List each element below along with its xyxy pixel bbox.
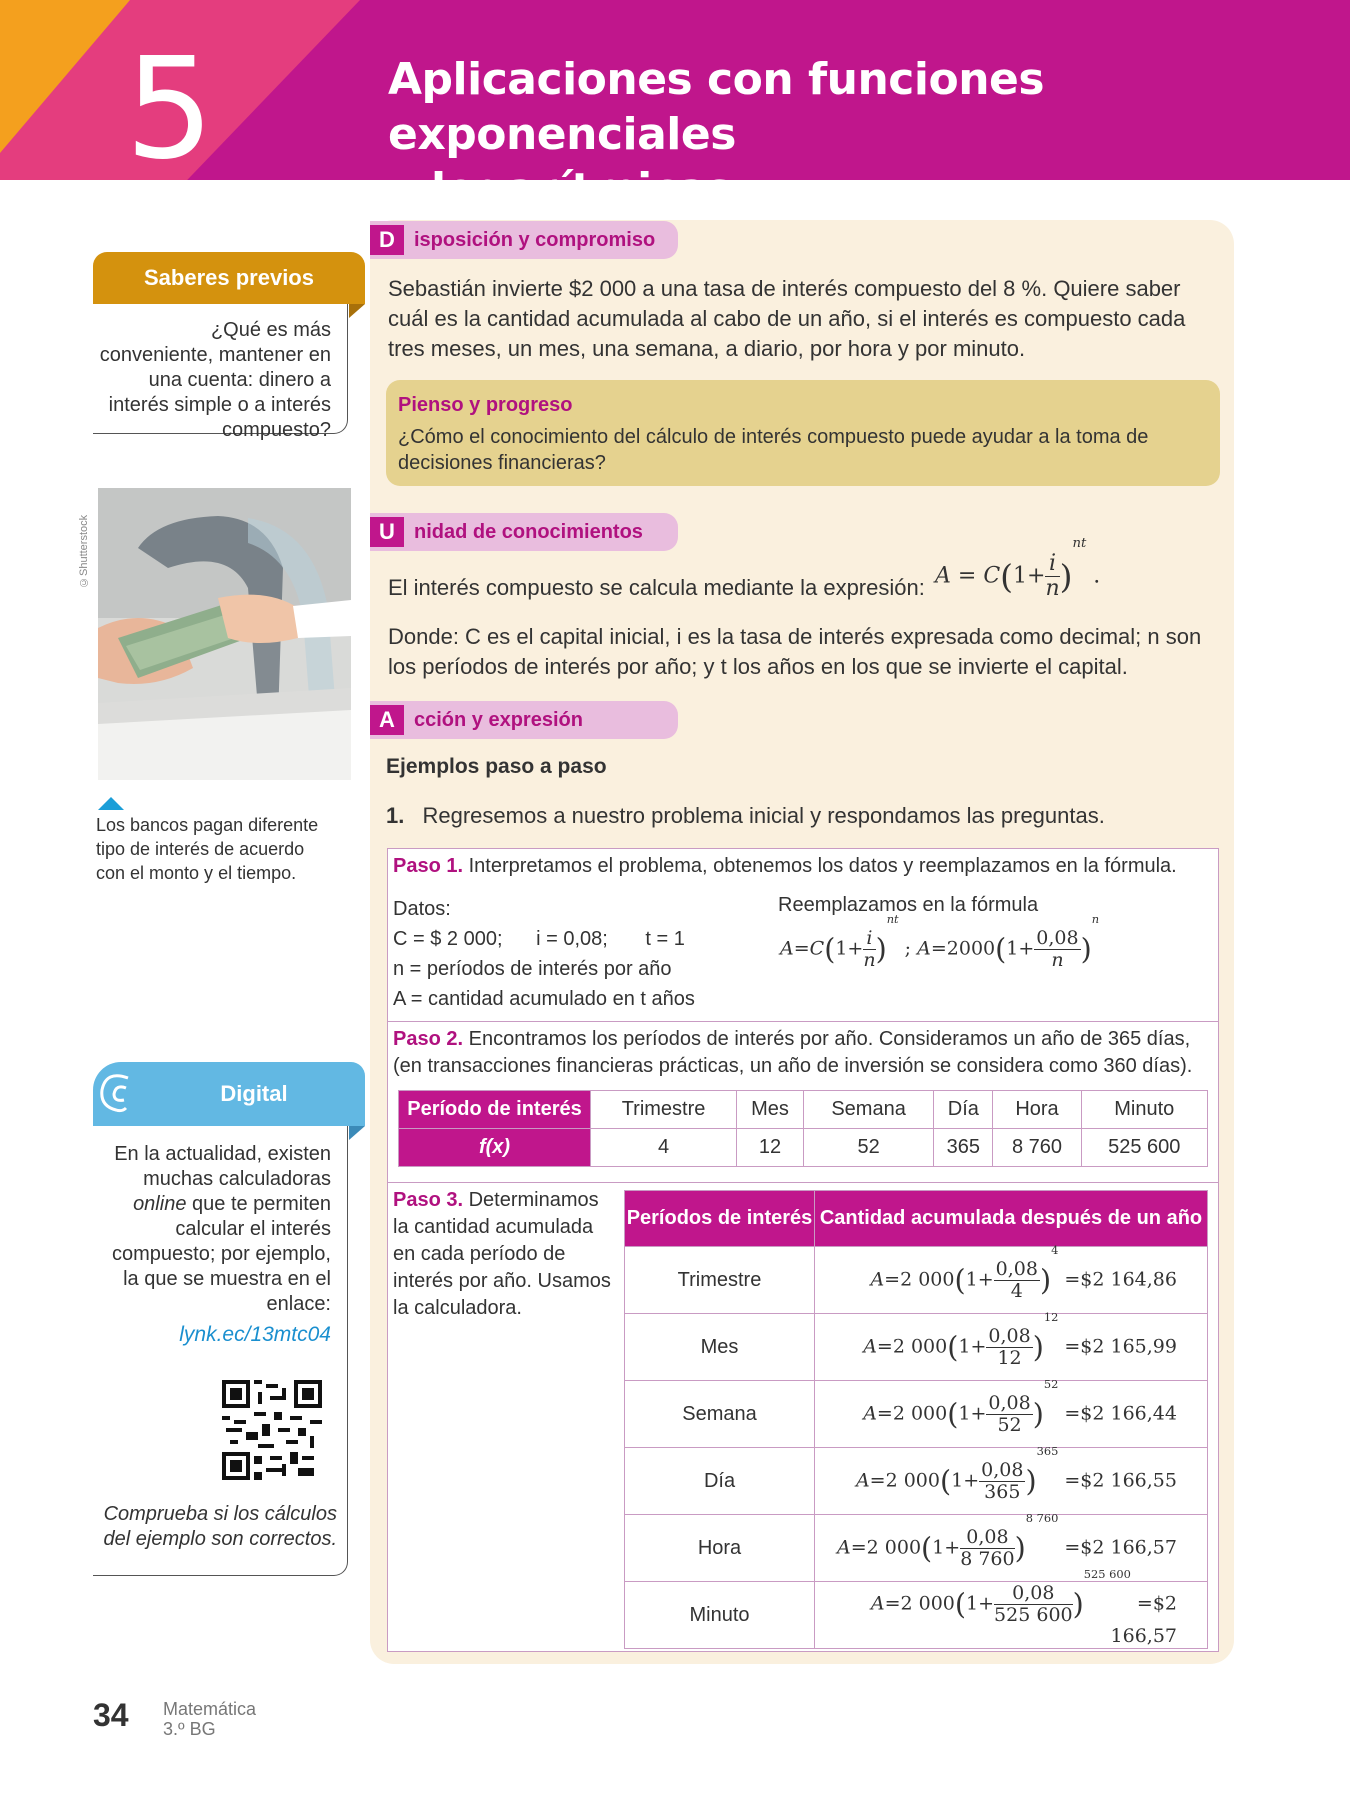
formula-paren: ) [1032, 1330, 1044, 1364]
dato-t: t = 1 [645, 928, 685, 950]
digital-title: Digital [93, 1062, 365, 1126]
chapter-title [388, 52, 1288, 217]
accumulated-formula [815, 1510, 1208, 1582]
chapter-header [0, 0, 1350, 215]
value-cell: 4 [591, 1129, 737, 1167]
accumulated-row [625, 1247, 1208, 1314]
photo-caption: Los bancos pagan diferente tipo de interés de acuerdo con el monto y el tiempo. [96, 815, 319, 883]
accumulated-period: Trimestre [625, 1247, 815, 1314]
formula-exponent: 525 600 [1083, 1566, 1131, 1581]
period-cell: Día [934, 1091, 993, 1129]
paso-2-text: Encontramos los períodos de interés por año. Consideramos un año de 365 días, (en transacciones financieras prácticas, un año de inversión se considera como 360 días). [393, 1028, 1193, 1077]
formula-capital: =2 000 [884, 1268, 955, 1290]
dato-n: n = períodos de interés por año [393, 958, 672, 980]
example-item [386, 803, 1105, 829]
period-cell: Trimestre [591, 1091, 737, 1129]
paso-3-label: Paso 3. [393, 1189, 464, 1211]
formula-exponent: 52 [1043, 1376, 1059, 1391]
formula-result: =$2 166,57 [1110, 1592, 1177, 1648]
accumulated-formula [815, 1309, 1208, 1381]
digital-description [93, 1142, 331, 1317]
formula-fraction [986, 1393, 1032, 1436]
accumulated-period: Día [625, 1448, 815, 1515]
chapter-number: 5 [125, 28, 215, 191]
subject-label [163, 1699, 256, 1739]
formula-paren: ) [1032, 1397, 1044, 1431]
pienso-question: ¿Cómo el conocimiento del cálculo de interés compuesto puede ayudar a la toma de decisiones financieras? [398, 426, 1149, 474]
period-cell: Semana [803, 1091, 933, 1129]
section-letter: U [370, 517, 404, 547]
accumulated-period: Semana [625, 1381, 815, 1448]
digital-text-part-2: que te permiten calcular el interés compuesto; por ejemplo, la que se muestra en el enlace: [111, 1193, 331, 1315]
fraction-numerator: 0,08 [960, 1527, 1014, 1549]
formula-paren: ( [954, 1587, 967, 1621]
reemplazo-title: Reemplazamos en la fórmula [778, 894, 1039, 916]
formula-fraction [986, 1326, 1032, 1369]
accumulated-table [624, 1190, 1208, 1649]
divider [387, 1182, 1219, 1183]
paso-2-heading [393, 1026, 1213, 1080]
section-tab-disposicion [370, 221, 678, 259]
accumulated-row [625, 1314, 1208, 1381]
formula-intro: El interés compuesto se calcula mediante la expresión: [388, 575, 925, 600]
section-letter: A [370, 705, 404, 735]
formula-exponent: 4 [1051, 1242, 1059, 1257]
formula-capital: =2 000 [884, 1592, 955, 1614]
accumulated-row [625, 1448, 1208, 1515]
fraction-denominator: 8 760 [960, 1547, 1015, 1570]
formula-variable: A [855, 1469, 870, 1491]
formula-one: 1+ [951, 1469, 980, 1491]
formula-variable: A [836, 1536, 851, 1558]
digital-note: Comprueba si los cálculos del ejemplo son correctos. [103, 1503, 337, 1550]
fraction-numerator: 0,08 [994, 1583, 1073, 1605]
accumulated-row [625, 1381, 1208, 1448]
formula-capital: =2 000 [876, 1335, 948, 1357]
dato-c: C = $ 2 000; [393, 928, 503, 950]
formula-one: 1+ [932, 1536, 961, 1558]
formula-variable: A [863, 1335, 877, 1357]
fraction-denominator: 525 600 [994, 1603, 1073, 1626]
period-cell: Hora [993, 1091, 1081, 1129]
saberes-previos-question: ¿Qué es más conveniente, mantener en una cuenta: dinero a interés simple o a interés compuesto? [99, 319, 331, 441]
formula-definitions: Donde: C es el capital inicial, i es la tasa de interés expresada como decimal; n son los períodos de interés por año; y t los años en los que se invierte el capital. [388, 624, 1202, 679]
value-cell: 12 [737, 1129, 804, 1167]
formula-exponent: 8 760 [1025, 1510, 1059, 1525]
qr-code[interactable] [222, 1380, 322, 1480]
fraction-denominator: 12 [997, 1346, 1022, 1369]
accumulated-header-row [625, 1191, 1208, 1247]
value-cell: 8 760 [993, 1129, 1081, 1167]
value-cell: 52 [803, 1129, 933, 1167]
formula-fraction [994, 1259, 1040, 1302]
divider [387, 1021, 1219, 1022]
formula-variable: A [870, 1268, 885, 1290]
examples-title: Ejemplos paso a paso [386, 755, 607, 778]
section-tab-accion [370, 701, 678, 739]
fraction-numerator: 0,08 [988, 1391, 1031, 1414]
accumulated-col-amount: Cantidad acumulada después de un año [815, 1191, 1208, 1247]
formula-paren: ) [1072, 1587, 1084, 1621]
bank-counter-photo [98, 488, 351, 780]
saberes-previos-title: Saberes previos [93, 252, 365, 304]
fraction-denominator: 4 [1010, 1279, 1023, 1302]
accumulated-period: Hora [625, 1515, 815, 1582]
formula-paren: ) [1025, 1464, 1037, 1498]
fraction-denominator: 52 [997, 1413, 1022, 1436]
formula-result: =$2 166,55 [1058, 1469, 1177, 1491]
digital-icon [92, 1066, 146, 1124]
saberes-tab-fold [349, 304, 365, 318]
section-letter: D [370, 225, 404, 255]
value-cell: 525 600 [1081, 1129, 1207, 1167]
period-cell: Mes [737, 1091, 804, 1129]
page-number: 34 [93, 1697, 129, 1733]
formula-variable: A [863, 1402, 877, 1424]
formula-exponent: 365 [1036, 1443, 1059, 1458]
formula-capital: =2 000 [850, 1536, 922, 1558]
formula-fraction [960, 1527, 1014, 1570]
periods-row-header: Período de interés [399, 1091, 591, 1129]
subject-name: Matemática [163, 1699, 257, 1719]
formula-capital: =2 000 [876, 1402, 948, 1424]
fraction-numerator: 0,08 [981, 1458, 1024, 1481]
accumulated-row [625, 1582, 1208, 1649]
section-label: isposición y compromiso [414, 229, 656, 251]
digital-tab-fold [349, 1126, 365, 1140]
datos-row-1 [393, 924, 695, 954]
datos-list [393, 894, 695, 1014]
example-number: 1. [386, 803, 405, 828]
grade-name: 3.º BG [163, 1719, 216, 1739]
photo-credit: ©Shutterstock [78, 514, 90, 588]
section-label: nidad de conocimientos [414, 521, 643, 543]
formula-one: 1+ [965, 1268, 994, 1290]
section-label: cción y expresión [414, 709, 583, 731]
periods-row [399, 1091, 1208, 1129]
accumulated-col-periods: Períodos de interés [625, 1191, 815, 1247]
digital-text-online: online [133, 1193, 187, 1215]
paso-1-text: Interpretamos el problema, obtenemos los datos y reemplazamos en la fórmula. [468, 855, 1177, 877]
fraction-denominator: 365 [984, 1480, 1021, 1503]
caption-arrow-icon [98, 797, 124, 810]
paso-2-label: Paso 2. [393, 1028, 464, 1050]
formula-result: =$2 164,86 [1058, 1268, 1177, 1290]
dato-a: A = cantidad acumulado en t años [393, 988, 695, 1010]
dato-i: i = 0,08; [536, 928, 608, 950]
problem-statement: Sebastián invierte $2 000 a una tasa de interés compuesto del 8 %. Quiere saber cuál es la cantidad acumulada al cabo de un año, si el interés es compuesto cada tres meses, un mes, una semana, a diario, por hora y por minuto. [388, 276, 1186, 361]
accumulated-formula [815, 1242, 1208, 1314]
formula-fraction [979, 1460, 1025, 1503]
values-row-header: f(x) [399, 1129, 591, 1167]
digital-text-part-1: En la actualidad, existen muchas calculadoras [114, 1143, 331, 1190]
chapter-title-line-2: y logarítmicas [388, 164, 733, 215]
period-cell: Minuto [1081, 1091, 1207, 1129]
formula-paren: ( [947, 1397, 959, 1431]
compound-interest-formula: A = C(1+ $\frac{i}{n}$ )$^{nt}$ . [935, 536, 1101, 602]
formula-capital: =2 000 [869, 1469, 940, 1491]
accumulated-formula [815, 1376, 1208, 1448]
pienso-title: Pienso y progreso [398, 394, 573, 416]
accumulated-period: Mes [625, 1314, 815, 1381]
accumulated-formula [815, 1566, 1208, 1649]
fraction-numerator: 0,08 [988, 1324, 1031, 1347]
formula-one: 1+ [958, 1402, 987, 1424]
formula-result: =$2 166,44 [1058, 1402, 1177, 1424]
formula-variable: A [870, 1592, 885, 1614]
formula-result: =$2 166,57 [1058, 1536, 1177, 1558]
chapter-title-line-1: Aplicaciones con funciones exponenciales [388, 54, 1045, 160]
datos-title: Datos: [393, 898, 451, 920]
formula-fraction [994, 1583, 1073, 1626]
formula-paren: ( [921, 1531, 933, 1565]
paso-1-label: Paso 1. [393, 855, 464, 877]
value-cell: 365 [934, 1129, 993, 1167]
formula-exponent: 12 [1043, 1309, 1059, 1324]
example-text: Regresemos a nuestro problema inicial y respondamos las preguntas. [422, 803, 1105, 828]
formula-paren: ( [954, 1263, 966, 1297]
formula-result: =$2 165,99 [1058, 1335, 1177, 1357]
substituted-formula: A=C(1+ $\frac{i}{n}$ )$^{nt}$ ; A=2000(1+ $\frac{0,08}{n}$ )$^n$ [780, 912, 1100, 971]
accumulated-formula [815, 1443, 1208, 1515]
money-exchange-illustration [98, 488, 351, 780]
formula-one: 1+ [966, 1592, 995, 1614]
values-row [399, 1129, 1208, 1167]
paso-1-heading [393, 853, 1213, 880]
formula-one: 1+ [958, 1335, 987, 1357]
paso-3-heading [393, 1187, 615, 1322]
formula-paren: ) [1039, 1263, 1052, 1297]
section-tab-unidad [370, 513, 678, 551]
periods-table [398, 1090, 1208, 1167]
paso-3-text: Determinamos la cantidad acumulada en cada período de interés por año. Usamos la calculadora. [393, 1189, 611, 1319]
calculator-link[interactable]: lynk.ec/13mtc04 [179, 1323, 331, 1346]
formula-paren: ) [1014, 1531, 1026, 1565]
fraction-numerator: 0,08 [995, 1257, 1038, 1280]
accumulated-body [625, 1242, 1208, 1649]
formula-paren: ( [947, 1330, 959, 1364]
formula-paren: ( [940, 1464, 952, 1498]
accumulated-period: Minuto [625, 1582, 815, 1649]
